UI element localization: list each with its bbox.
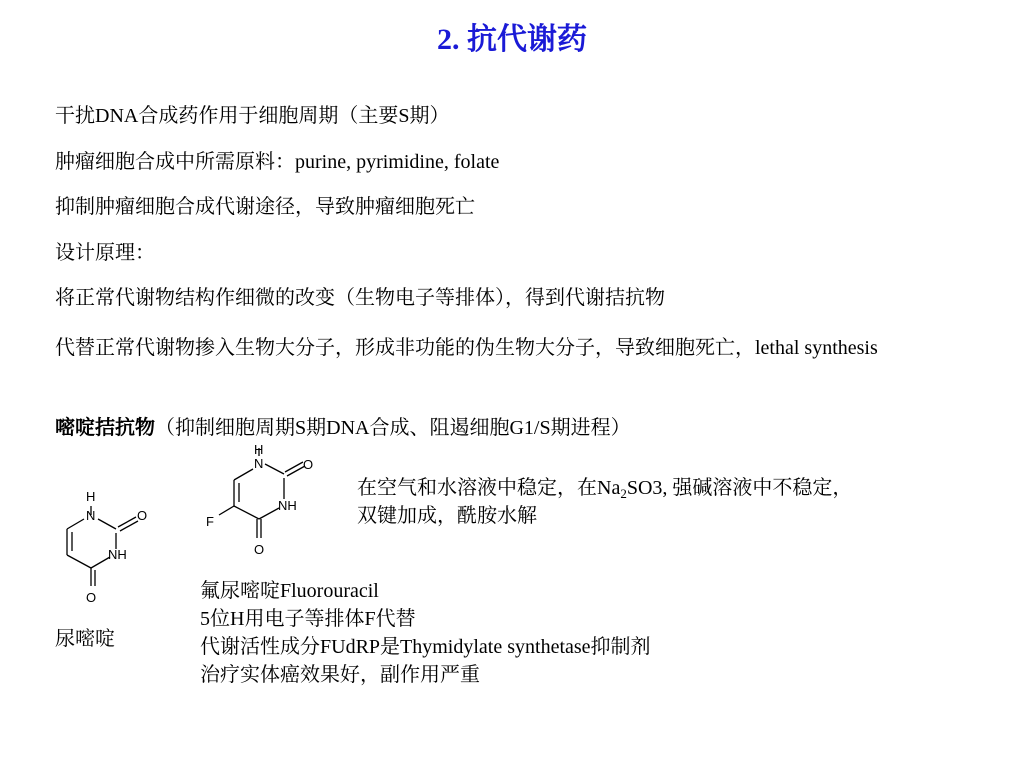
uracil-atom-o2: O (137, 508, 148, 523)
fu-note-1: 氟尿嘧啶Fluorouracil (200, 580, 379, 602)
fu-atom-o4: O (254, 542, 265, 557)
fu-atom-n1: N (254, 456, 264, 471)
stability-note (357, 474, 852, 530)
slide-title: 2. 抗代谢药 (437, 23, 587, 56)
fu-atom-nh3: NH (278, 498, 297, 513)
uracil-atom-o4: O (86, 590, 97, 605)
text-line-4: 设计原理： (55, 242, 155, 264)
fu-note-4: 治疗实体癌效果好，副作用严重 (200, 664, 480, 686)
text-line-2: 肿瘤细胞合成中所需原料：purine, pyrimidine, folate (55, 151, 500, 173)
text-line-6: 代替正常代谢物掺入生物大分子，形成非功能的伪生物大分子，导致细胞死亡，lethal synthesis (55, 337, 878, 359)
fu-note-2: 5位H用电子等排体F代替 (200, 608, 416, 630)
uracil-atom-nh3: NH (108, 547, 127, 562)
section-heading-line (55, 413, 631, 443)
fluorouracil-notes (200, 577, 651, 689)
uracil-atom-h: H (86, 489, 96, 504)
uracil-name: 尿嘧啶 (55, 628, 115, 650)
stability-note-line-2: 双键加成，酰胺水解 (357, 505, 537, 527)
section-heading: 嘧啶拮抗物 (55, 417, 155, 439)
fu-atom-f: F (206, 514, 214, 529)
stability-note-line-1: 在空气和水溶液中稳定，在$Na_2SO3$, 强碱溶液中不稳定， (357, 477, 853, 501)
uracil-atom-n1: N (86, 508, 96, 523)
text-line-3: 抑制肿瘤细胞合成代谢途径，导致肿瘤细胞死亡 (55, 196, 475, 218)
section-subtitle: （抑制细胞周期S期DNA合成、阻遏细胞G1/S期进程） (155, 417, 631, 439)
fu-atom-o2: O (303, 457, 314, 472)
text-line-5: 将正常代谢物结构作细微的改变（生物电子等排体），得到代谢拮抗物 (55, 287, 665, 309)
fu-atom-h: H (254, 442, 264, 457)
text-line-1: 干扰DNA合成药作用于细胞周期（主要S期） (55, 105, 450, 127)
fluorouracil-structure (200, 440, 330, 565)
fu-note-3: 代谢活性成分FUdRP是Thymidylate synthetase抑制剂 (200, 636, 651, 658)
uracil-structure (50, 485, 160, 610)
